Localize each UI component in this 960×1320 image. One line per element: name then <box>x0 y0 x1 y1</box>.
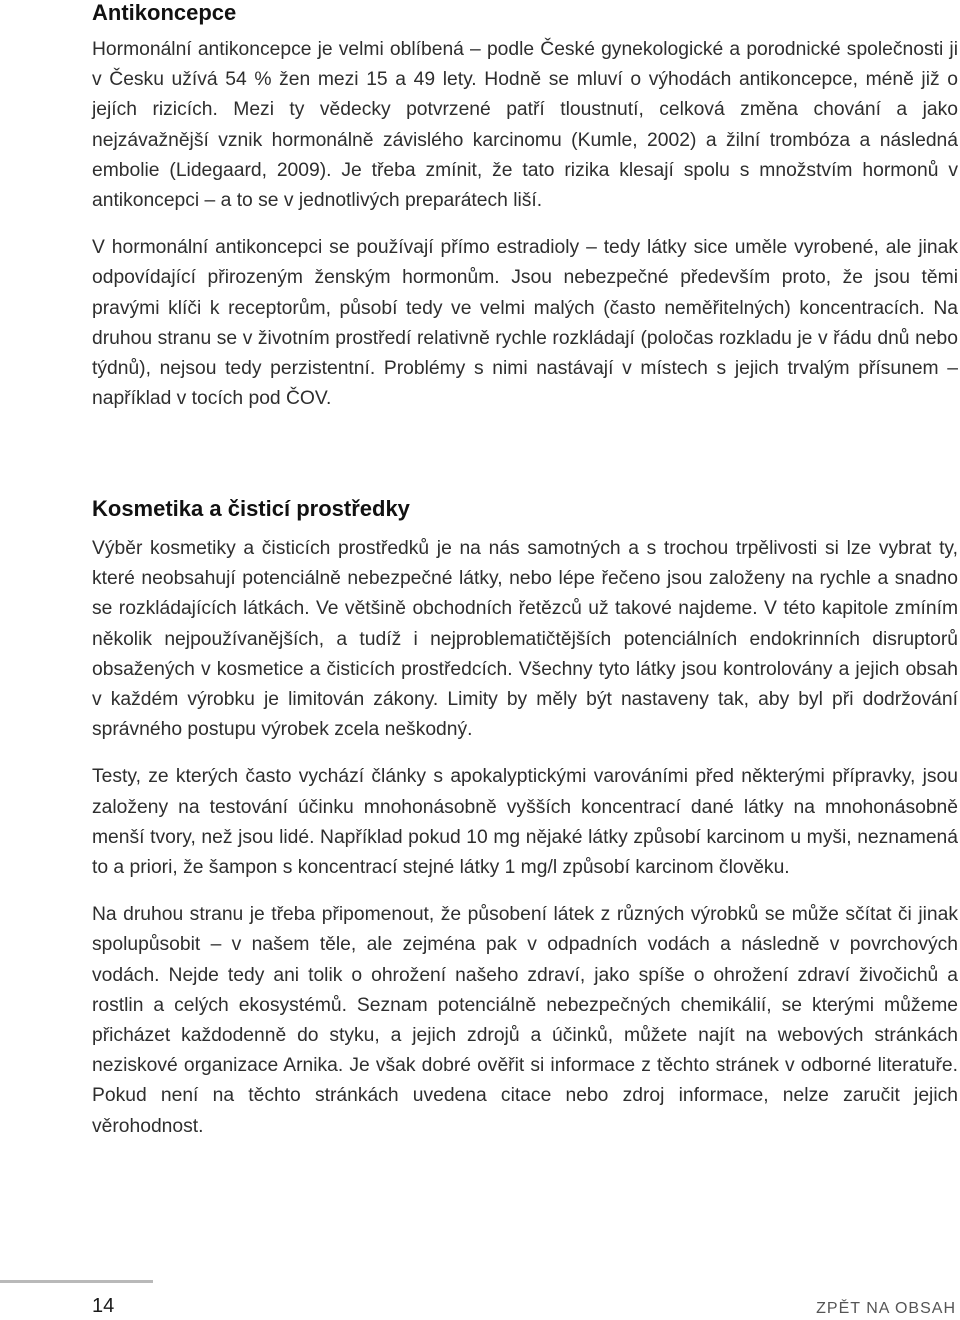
paragraph: Hormonální antikoncepce je velmi oblíbená – podle České gynekologické a porodnické společnosti ji v Česku užívá 54 % žen mezi 15 a 49 lety. Hodně se mluví o výhodách antikoncepce, méně již o jejích rizicích. Mezi ty vědecky potvrzené patří tloustnutí, celková změna chování a jako nejzávažnější vznik hormonálně závislého karcinomu (Kumle, 2002) a žilní trombóza a následná embolie (Lidegaard, 2009). Je třeba zmínit, že tato rizika klesají spolu s množstvím hormonů v antikoncepci – a to se v jednotlivých preparátech liší. <box>92 39 958 212</box>
page-number: 14 <box>92 1295 115 1317</box>
section-kosmetika <box>92 494 958 1142</box>
footer-divider <box>0 1280 153 1283</box>
section-antikoncepce <box>92 0 958 414</box>
section-heading: Antikoncepce <box>92 0 237 25</box>
paragraph: Testy, ze kterých často vychází články s apokalyptickými varováními před některými přípravky, jsou založeny na testování účinku mnohonásobně vyšších koncentrací dané látky na mnohonásobně menší tvory, než jsou lidé. Například pokud 10 mg nějaké látky způsobí karcinom u myši, neznamená to a priori, že šampon s koncentrací stejné látky 1 mg/l způsobí karcinom člověku. <box>92 766 958 879</box>
section-heading: Kosmetika a čisticí prostředky <box>92 496 410 521</box>
back-to-contents-link[interactable]: ZPĚT NA OBSAH <box>816 1300 956 1317</box>
paragraph: Výběr kosmetiky a čisticích prostředků je na nás samotných a s trochou trpělivosti si lze vybrat ty, které neobsahují potenciálně nebezpečné látky, nebo lépe řečeno jsou založeny na rychle a snadno se rozkládajících látkách. Ve většině obchodních řetězců už takové najdeme. V této kapitole zmíním několik nejpoužívanějších, a tudíž i nejproblematičtějších potenciálních endokrinních disruptorů obsažených v kosmetice a čisticích prostředcích. Všechny tyto látky jsou kontrolovány a jejich obsah v každém výrobku je limitován zákony. Limity by měly být nastaveny tak, aby byl při dodržování správného postupu výrobek zcela neškodný. <box>92 538 958 741</box>
paragraph: Na druhou stranu je třeba připomenout, že působení látek z různých výrobků se může sčítat či jinak spolupůsobit – v našem těle, ale zejména pak v odpadních vodách a následně v povrchových vodách. Nejde tedy ani tolik o ohrožení našeho zdraví, jako spíše o ohrožení zdraví živočichů a rostlin a celých ekosystémů. Seznam potenciálně nebezpečných chemikálií, se kterými můžeme přicházet každodenně do styku, a jejich zdrojů a účinků, můžete najít na webových stránkách neziskové organizace Arnika. Je však dobré ověřit si informace z těchto stránek v odborné literatuře. Pokud není na těchto stránkách uvedena citace nebo zdroj informace, nelze zaručit jejich věrohodnost. <box>92 904 958 1137</box>
paragraph: V hormonální antikoncepci se používají přímo estradioly – tedy látky sice uměle vyrobené, ale jinak odpovídající přirozeným ženským hormonům. Jsou nebezpečné především proto, že jsou těmi pravými klíči k receptorům, působí tedy ve velmi malých (často neměřitelných) koncentracích. Na druhou stranu se v životním prostředí relativně rychle rozkládají (poločas rozkladu je v řádu dnů nebo týdnů), nejsou tedy perzistentní. Problémy s nimi nastávají v místech s jejich trvalým přísunem – například v tocích pod ČOV. <box>92 237 958 410</box>
